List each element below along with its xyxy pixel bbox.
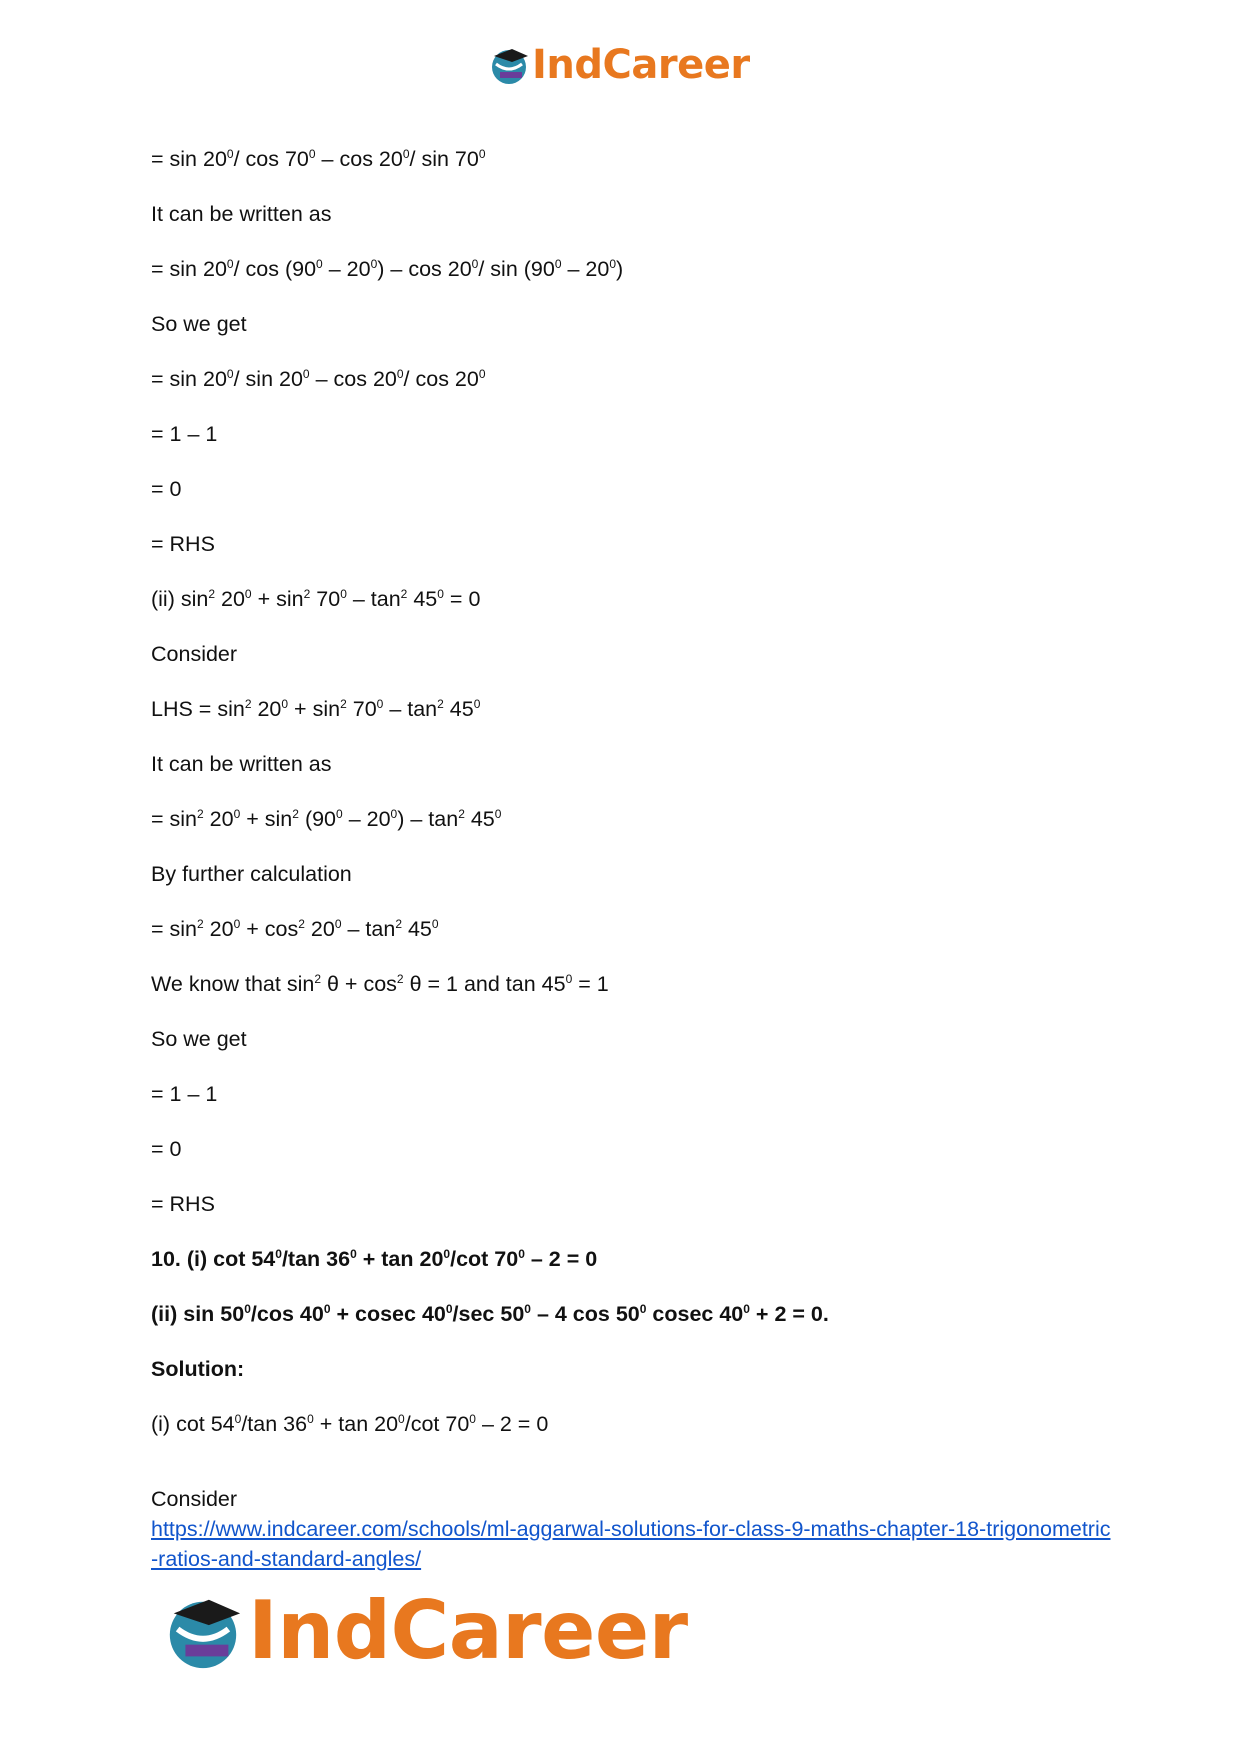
graduation-cap-globe-icon xyxy=(162,1590,244,1672)
math-line: = 0 xyxy=(151,1137,182,1161)
math-line: So we get xyxy=(151,1027,247,1051)
math-line: (i) $\cot 54^0/\tan$ $36^0 + \tan 20^0/\cot$ $70^0 - 2 = 0$ xyxy=(151,1412,549,1436)
math-line: = 0 xyxy=(151,477,182,501)
math-line: = $\sin 20^0/$ $\cos (90^0 - 20^0)$ – $\cos 20^0/$ $\sin (90^0 - 20^0)$ xyxy=(151,257,624,281)
footer-logo xyxy=(162,1584,688,1677)
math-line: = 1 – 1 xyxy=(151,422,218,446)
consider-text: Consider xyxy=(151,1487,238,1511)
math-line: By further calculation xyxy=(151,862,352,886)
math-line: So we get xyxy=(151,312,247,336)
question-line: Solution: xyxy=(151,1357,245,1381)
header-logo xyxy=(488,42,750,88)
math-line: It can be written as xyxy=(151,752,332,776)
question-line: 10. (i) $\cot 54^0/\tan$ $36^0 + \tan 20^0/\cot$ $70^0 - 2 = 0$ xyxy=(151,1247,598,1271)
math-line: (ii) $\sin^2 20^0 + \sin^2 70^0 - \tan^2 45^0 = 0$ xyxy=(151,587,481,611)
math-line: = 1 – 1 xyxy=(151,1082,218,1106)
math-line: = RHS xyxy=(151,532,215,556)
question-line: (ii) $\sin 50^0/\cos$ $40^0 + cosec$ $40^0/\sec$ $50^0 - 4$ $\cos 50^0$ cosec $40^0 + 2 = 0$. xyxy=(151,1302,829,1326)
graduation-cap-globe-icon xyxy=(488,44,530,86)
logo-text: IndCareer xyxy=(248,1584,688,1677)
math-line: = $\sin 20^0/$ $\cos 70^0$ – $\cos 20^0/$ $\sin 70^0$ xyxy=(151,147,486,171)
math-line: It can be written as xyxy=(151,202,332,226)
math-line: = $\sin^2 20^0 + \cos^2 20^0 - \tan^2 45^0$ xyxy=(151,917,439,941)
source-link[interactable]: https://www.indcareer.com/schools/ml-aggarwal-solutions-for-class-9-maths-chapter-18-trigonometric-ratios-and-standard-angles/ xyxy=(151,1517,1111,1571)
logo-text: IndCareer xyxy=(532,42,750,88)
math-line: Consider xyxy=(151,642,238,666)
math-line: We know that $\sin^2 \theta + \cos^2 \theta = 1$ and $\tan 45^0 = 1$ xyxy=(151,972,609,996)
math-line: = $\sin 20^0/$ $\sin 20^0$ – $\cos 20^0/$ $\cos 20^0$ xyxy=(151,367,486,391)
math-line: = RHS xyxy=(151,1192,215,1216)
math-line: LHS = $\sin^2 20^0 + \sin^2 70^0 - \tan^2 45^0$ xyxy=(151,697,481,721)
math-line: = $\sin^2 20^0 + \sin^2 (90^0 - 20^0) - \tan^2 45^0$ xyxy=(151,807,502,831)
